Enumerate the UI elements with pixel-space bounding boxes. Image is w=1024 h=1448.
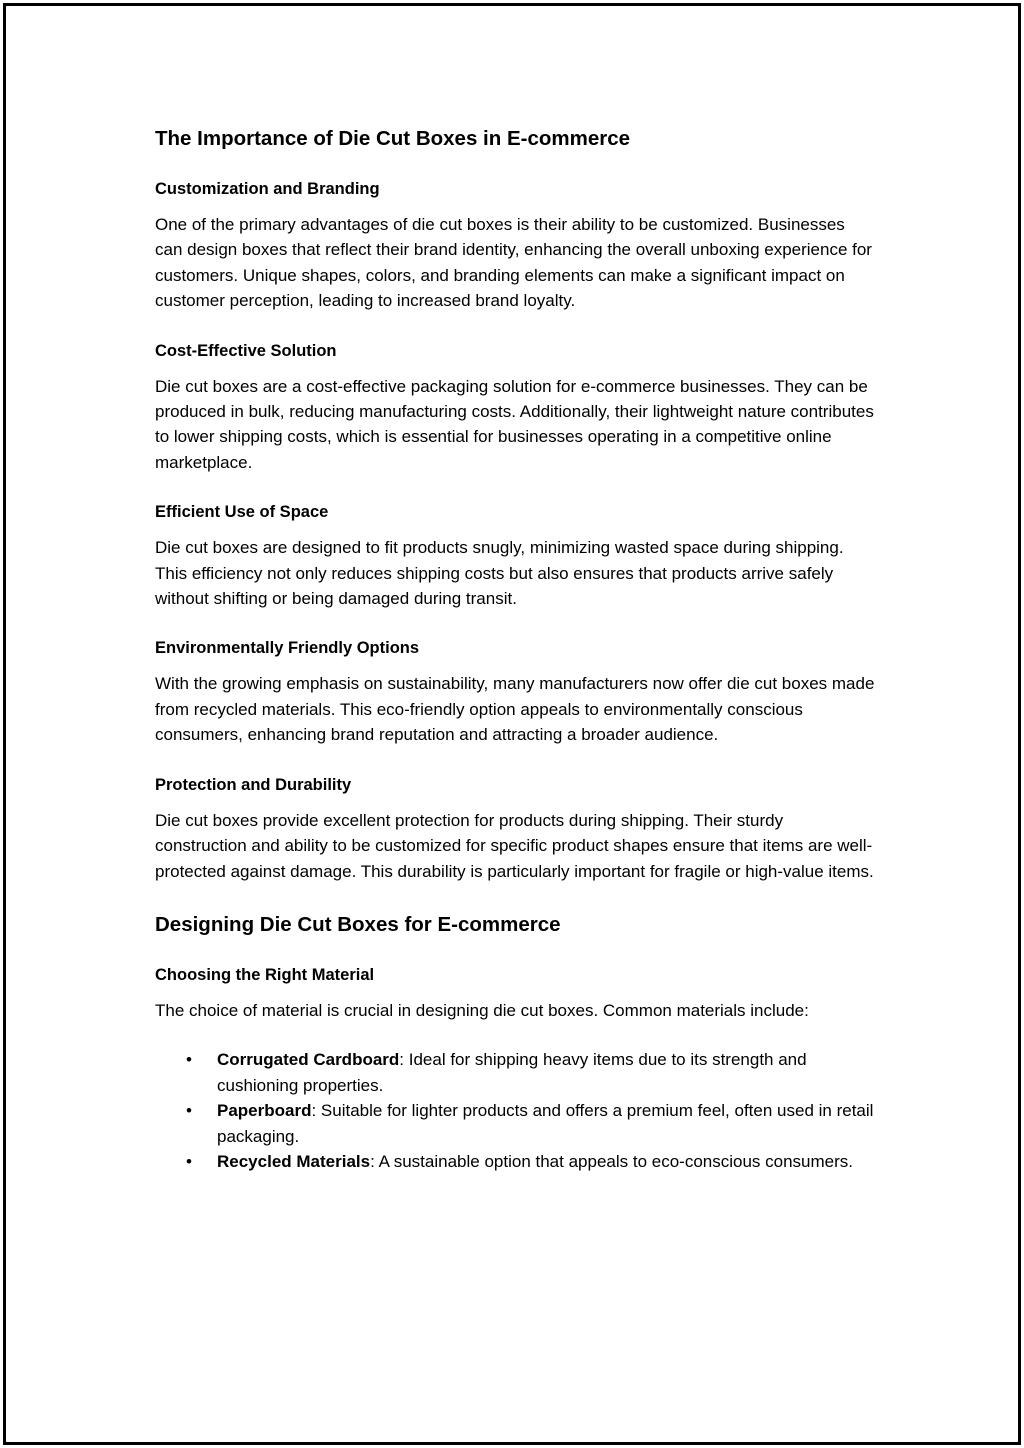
bullet-icon: • [186,1050,192,1070]
section-title-importance: The Importance of Die Cut Boxes in E-commerce [155,127,631,150]
paragraph-cost: Die cut boxes are a cost-effective packaging solution for e-commerce businesses. They can be produced in bulk, reducing manufacturing costs. Additionally, their lightweight nature contributes to lower shipping costs, which is essential for businesses operating in a competitive online marketplace. [155,376,874,472]
paragraph-protection: Die cut boxes provide excellent protection for products during shipping. Their sturdy construction and ability to be customized for specific product shapes ensure that items are well-protected against damage. This durability is particularly important for fragile or high-value items. [155,810,874,881]
subsection-heading-environment: Environmentally Friendly Options [155,639,420,658]
subsection-heading-protection: Protection and Durability [155,775,352,794]
paragraph-customization: One of the primary advantages of die cut boxes is their ability to be customized. Businesses can design boxes that reflect their brand identity, enhancing the overall unboxing experience for customers. Unique shapes, colors, and branding elements can make a significant impact on customer perception, leading to increased brand loyalty. [155,215,872,311]
material-name: Paperboard [217,1101,312,1121]
subsection-heading-space: Efficient Use of Space [155,503,329,522]
paragraph-environment: With the growing emphasis on sustainability, many manufacturers now offer die cut boxes made from recycled materials. This eco-friendly option appeals to environmentally conscious consumers, enhancing brand reputation and attracting a broader audience. [155,674,875,745]
document-body [155,122,875,1174]
subsection-heading-cost: Cost-Effective Solution [155,341,337,360]
list-item [186,1098,875,1149]
materials-list [155,1047,875,1174]
bullet-icon: • [186,1101,192,1121]
material-description: : Ideal for shipping heavy items due to its strength and cushioning properties. [217,1050,807,1095]
paragraph-space: Die cut boxes are designed to fit products snugly, minimizing wasted space during shipping. This efficiency not only reduces shipping costs but also ensures that products arrive safely without shifting or being damaged during transit. [155,538,844,609]
material-name: Recycled Materials [217,1151,371,1171]
bullet-icon: • [186,1151,192,1171]
subsection-heading-material: Choosing the Right Material [155,965,375,984]
list-item [186,1149,875,1174]
material-description: : A sustainable option that appeals to eco-conscious consumers. [370,1151,853,1171]
section-title-designing: Designing Die Cut Boxes for E-commerce [155,912,561,936]
material-description: : Suitable for lighter products and offers a premium feel, often used in retail packaging. [217,1101,874,1146]
list-item [186,1047,875,1098]
paragraph-material-intro: The choice of material is crucial in designing die cut boxes. Common materials include: [155,1000,809,1020]
material-name: Corrugated Cardboard [217,1050,400,1070]
subsection-heading-customization: Customization and Branding [155,180,380,198]
